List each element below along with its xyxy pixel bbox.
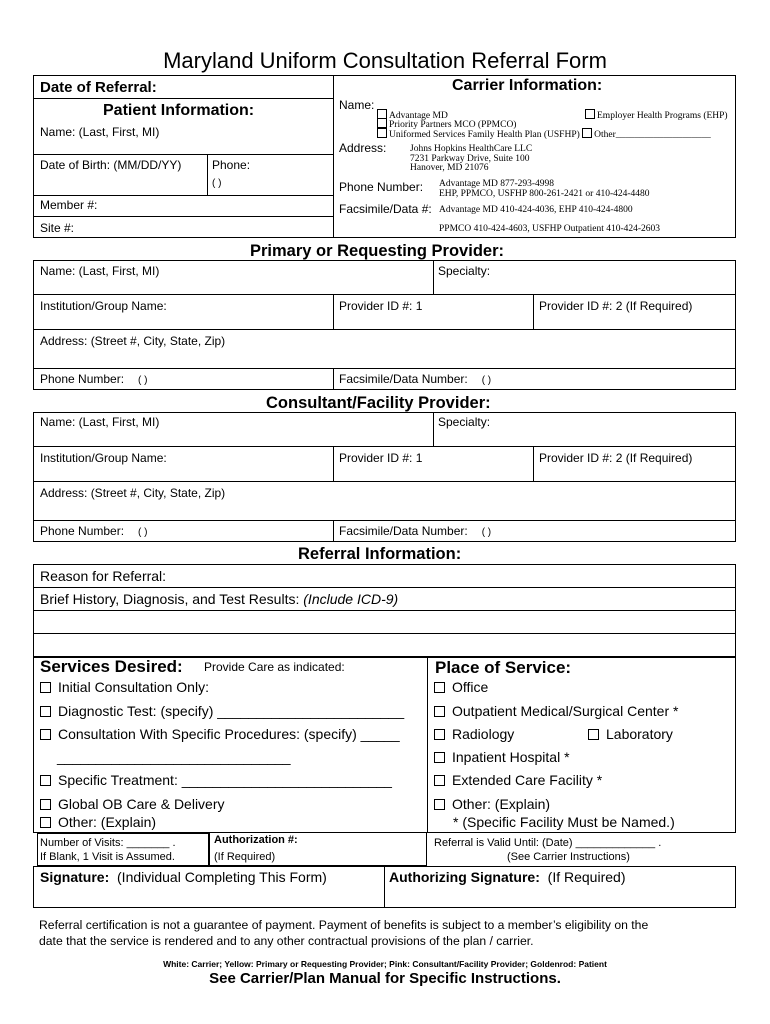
primary-fax-field[interactable]: Facsimile/Data Number: ( ) xyxy=(339,372,492,386)
primary-institution-field[interactable]: Institution/Group Name: xyxy=(40,299,167,313)
checkbox-icon[interactable] xyxy=(434,682,445,693)
consultant-address-field[interactable]: Address: (Street #, City, State, Zip) xyxy=(40,486,226,500)
copy-distribution-note: White: Carrier; Yellow: Primary or Requesting Provider; Pink: Consultant/Facility Provider; Goldenrod: Patient xyxy=(163,959,607,969)
carrier-phone-line: Advantage MD 877-293-4998 xyxy=(439,179,555,189)
brief-history-field[interactable]: Brief History, Diagnosis, and Test Results: (Include ICD-9) xyxy=(40,591,399,607)
service-other[interactable]: Other: (Explain) xyxy=(40,814,156,830)
authorization-required-note: (If Required) xyxy=(214,851,276,863)
checkbox-icon[interactable] xyxy=(40,682,51,693)
checkbox-icon[interactable] xyxy=(377,118,387,128)
checkbox-icon[interactable] xyxy=(40,706,51,717)
consultant-specialty-field[interactable]: Specialty: xyxy=(438,415,491,429)
signature-field[interactable]: Signature: (Individual Completing This Form) xyxy=(40,869,327,885)
patient-name-field[interactable]: Name: (Last, First, MI) xyxy=(40,125,160,139)
carrier-address-line: Johns Hopkins HealthCare LLC xyxy=(410,144,533,154)
primary-provider-heading: Primary or Requesting Provider: xyxy=(250,242,504,260)
primary-phone-field[interactable]: Phone Number: ( ) xyxy=(40,372,148,386)
carrier-address-label: Address: xyxy=(339,141,387,155)
service-initial-consultation[interactable]: Initial Consultation Only: xyxy=(40,679,209,695)
date-of-referral-label: Date of Referral: xyxy=(40,79,157,96)
specific-instructions-note: See Carrier/Plan Manual for Specific Instructions. xyxy=(209,970,561,987)
consultant-provider-box xyxy=(33,412,736,542)
consultant-provider-id-1-field[interactable]: Provider ID #: 1 xyxy=(339,451,423,465)
carrier-fax-line: Advantage MD 410-424-4036, EHP 410-424-4800 xyxy=(439,205,633,215)
disclaimer-line: Referral certification is not a guarantee of payment. Payment of benefits is subject to a member’s eligibility on the xyxy=(39,918,649,932)
primary-provider-id-2-field[interactable]: Provider ID #: 2 (If Required) xyxy=(539,299,693,313)
checkbox-icon[interactable] xyxy=(434,775,445,786)
place-inpatient[interactable]: Inpatient Hospital * xyxy=(434,749,570,765)
checkbox-icon[interactable] xyxy=(40,817,51,828)
consultant-provider-heading: Consultant/Facility Provider: xyxy=(266,394,491,412)
page-title: Maryland Uniform Consultation Referral Form xyxy=(163,48,607,73)
checkbox-icon[interactable] xyxy=(585,109,595,119)
carrier-option-advantage[interactable]: Advantage MD xyxy=(377,109,448,121)
carrier-option-priority[interactable]: Priority Partners MCO (PPMCO) xyxy=(377,118,516,130)
carrier-option-ehp[interactable]: Employer Health Programs (EHP) xyxy=(585,109,728,121)
reason-for-referral-field[interactable]: Reason for Referral: xyxy=(40,568,167,584)
service-consultation-procedures[interactable]: Consultation With Specific Procedures: (specify) _____ xyxy=(40,726,400,742)
consultant-institution-field[interactable]: Institution/Group Name: xyxy=(40,451,167,465)
number-of-visits-field[interactable]: Number of Visits: _______ . xyxy=(40,837,176,849)
carrier-option-usfhp[interactable]: Uniformed Services Family Health Plan (USFHP) Other____________________ xyxy=(377,128,711,140)
primary-provider-box xyxy=(33,260,736,390)
checkbox-icon[interactable] xyxy=(40,799,51,810)
consultant-provider-id-2-field[interactable]: Provider ID #: 2 (If Required) xyxy=(539,451,693,465)
checkbox-icon[interactable] xyxy=(377,128,387,138)
place-radiology[interactable]: Radiology xyxy=(434,726,514,742)
services-subheading: Provide Care as indicated: xyxy=(204,660,345,674)
consultant-fax-field[interactable]: Facsimile/Data Number: ( ) xyxy=(339,524,492,538)
checkbox-icon[interactable] xyxy=(434,799,445,810)
patient-member-field[interactable]: Member #: xyxy=(40,198,98,212)
checkbox-icon[interactable] xyxy=(582,128,592,138)
carrier-fax-label: Facsimile/Data #: xyxy=(339,202,432,216)
carrier-address-line: Hanover, MD 21076 xyxy=(410,163,489,173)
consultant-phone-field[interactable]: Phone Number: ( ) xyxy=(40,524,148,538)
primary-name-field[interactable]: Name: (Last, First, MI) xyxy=(40,264,160,278)
service-diagnostic-test[interactable]: Diagnostic Test: (specify) ________________________ xyxy=(40,703,404,719)
place-laboratory[interactable]: Laboratory xyxy=(588,726,673,742)
place-other[interactable]: Other: (Explain) xyxy=(434,796,550,812)
patient-dob-field[interactable]: Date of Birth: (MM/DD/YY) xyxy=(40,158,182,172)
primary-provider-id-1-field[interactable]: Provider ID #: 1 xyxy=(339,299,423,313)
visits-blank-note: If Blank, 1 Visit is Assumed. xyxy=(40,851,175,863)
checkbox-icon[interactable] xyxy=(40,775,51,786)
carrier-information-heading: Carrier Information: xyxy=(452,77,603,94)
checkbox-icon[interactable] xyxy=(434,706,445,717)
consultant-name-field[interactable]: Name: (Last, First, MI) xyxy=(40,415,160,429)
patient-site-field[interactable]: Site #: xyxy=(40,221,75,235)
patient-information-heading: Patient Information: xyxy=(103,102,255,119)
primary-address-field[interactable]: Address: (Street #, City, State, Zip) xyxy=(40,334,226,348)
patient-phone-parens: ( ) xyxy=(212,178,222,189)
service-global-ob-care[interactable]: Global OB Care & Delivery xyxy=(40,796,225,812)
place-outpatient[interactable]: Outpatient Medical/Surgical Center * xyxy=(434,703,678,719)
carrier-name-label: Name: xyxy=(339,98,375,112)
carrier-fax-line: PPMCO 410-424-4603, USFHP Outpatient 410-424-2603 xyxy=(439,224,661,234)
service-procedures-blank-line[interactable]: ______________________________ xyxy=(57,749,291,765)
place-facility-note: * (Specific Facility Must be Named.) xyxy=(453,814,675,830)
place-extended-care[interactable]: Extended Care Facility * xyxy=(434,772,602,788)
referral-valid-until-field[interactable]: Referral is Valid Until: (Date) _____________ . xyxy=(434,837,662,849)
checkbox-icon[interactable] xyxy=(434,729,445,740)
place-of-service-heading: Place of Service: xyxy=(435,658,572,677)
primary-specialty-field[interactable]: Specialty: xyxy=(438,264,491,278)
services-desired-heading: Services Desired: xyxy=(40,657,183,676)
authorization-number-field[interactable]: Authorization #: xyxy=(214,834,298,846)
see-carrier-instructions-note: (See Carrier Instructions) xyxy=(507,851,630,863)
referral-information-heading: Referral Information: xyxy=(298,545,462,563)
checkbox-icon[interactable] xyxy=(434,752,445,763)
disclaimer-line: date that the service is rendered and to any other contractual provisions of the plan / carrier. xyxy=(39,934,534,948)
carrier-address-line: 7231 Parkway Drive, Suite 100 xyxy=(410,154,530,164)
service-specific-treatment[interactable]: Specific Treatment: ___________________________ xyxy=(40,772,392,788)
patient-phone-field[interactable]: Phone: xyxy=(212,158,251,172)
authorizing-signature-field[interactable]: Authorizing Signature: (If Required) xyxy=(389,869,626,885)
checkbox-icon[interactable] xyxy=(588,729,599,740)
place-office[interactable]: Office xyxy=(434,679,488,695)
checkbox-icon[interactable] xyxy=(40,729,51,740)
carrier-phone-line: EHP, PPMCO, USFHP 800-261-2421 or 410-424-4480 xyxy=(439,189,650,199)
carrier-phone-label: Phone Number: xyxy=(339,180,424,194)
